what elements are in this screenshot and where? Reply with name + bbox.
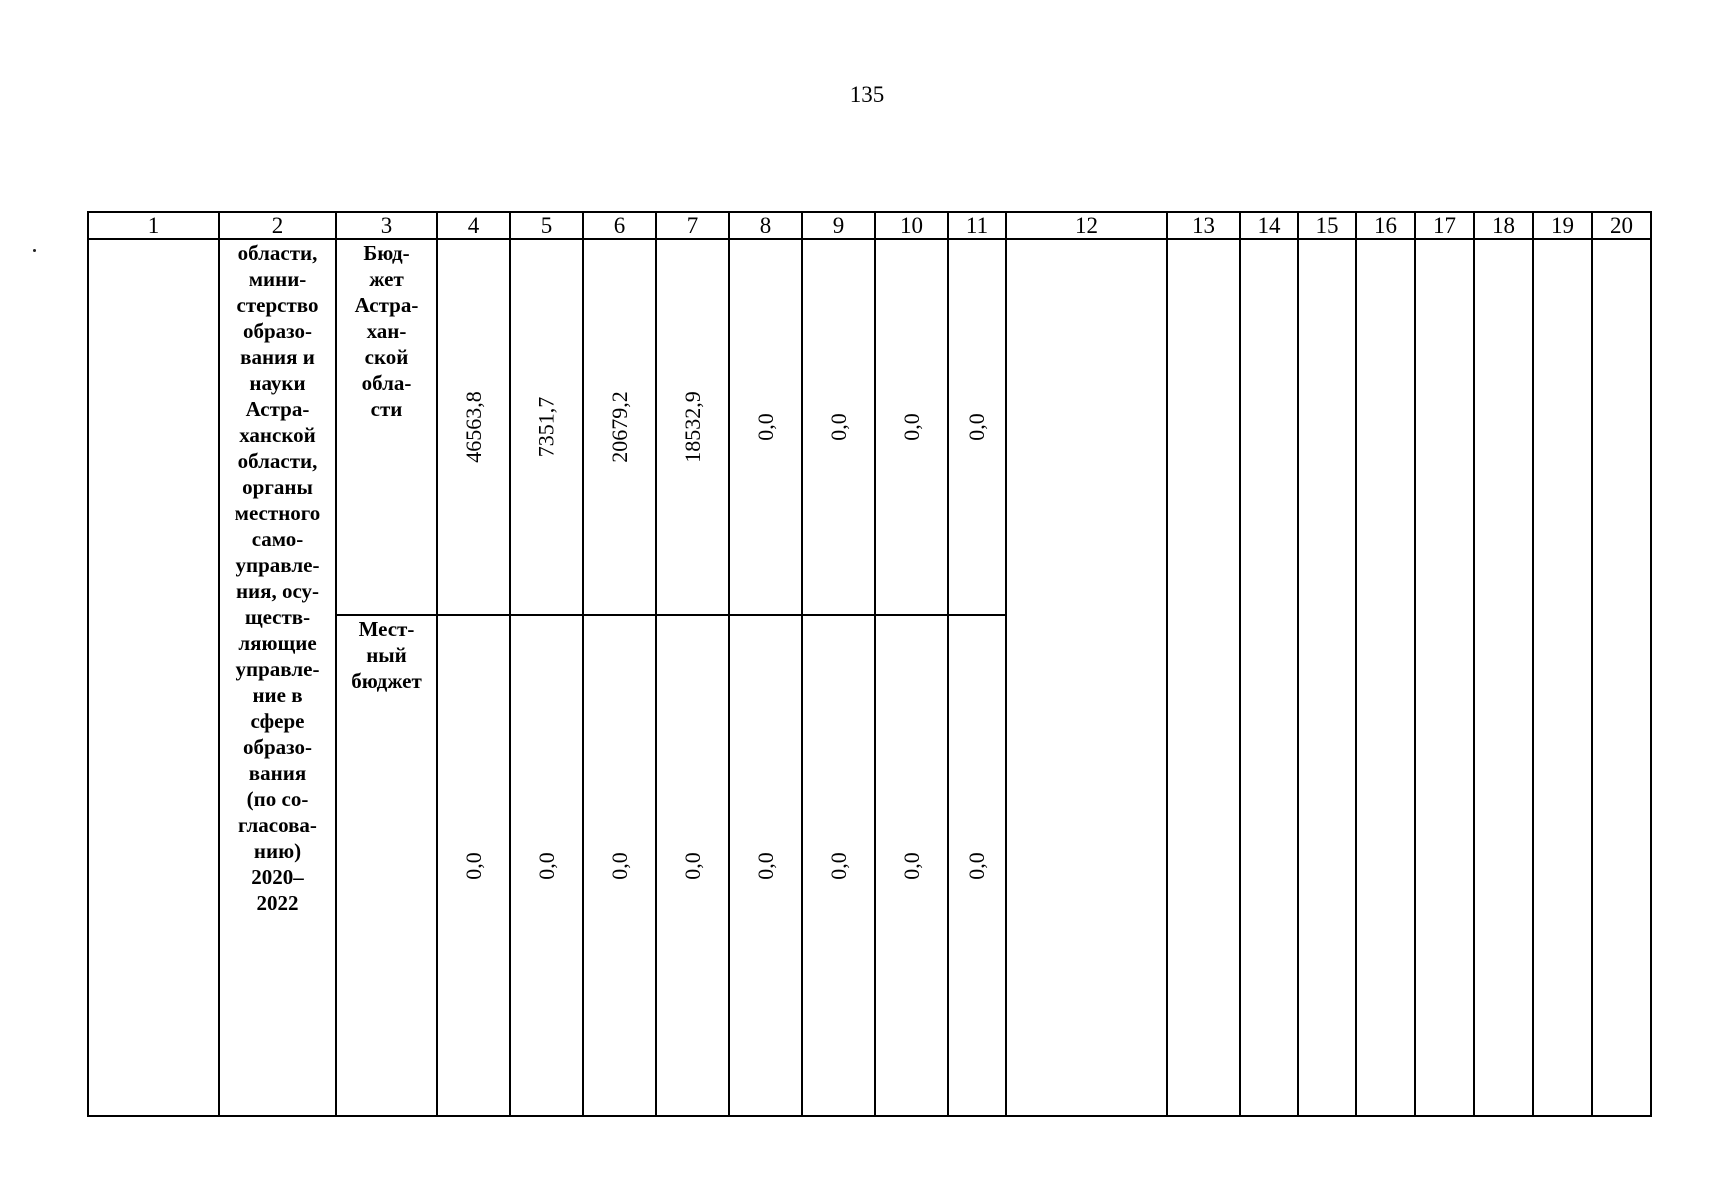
column-number: 15 <box>1298 212 1356 239</box>
value-cell <box>875 615 948 1116</box>
value-cell <box>656 239 729 615</box>
table-row-regional-budget <box>88 239 1651 615</box>
value-cell <box>583 615 656 1116</box>
column-number: 2 <box>219 212 336 239</box>
column-number: 13 <box>1167 212 1240 239</box>
budget-source-label: Бюд- жет Астра- хан- ской обла- сти <box>336 239 437 615</box>
column-number: 1 <box>88 212 219 239</box>
value-text: 18532,9 <box>679 391 705 463</box>
column-number: 4 <box>437 212 510 239</box>
value-cell <box>948 615 1006 1116</box>
value-text: 20679,2 <box>606 391 632 463</box>
value-cell <box>656 615 729 1116</box>
column-12-cell <box>1006 239 1167 1116</box>
value-text: 0,0 <box>964 851 989 880</box>
value-text: 0,0 <box>606 851 632 880</box>
column-number: 17 <box>1415 212 1474 239</box>
column-number: 11 <box>948 212 1006 239</box>
column-number: 7 <box>656 212 729 239</box>
value-text: 0,0 <box>964 413 989 441</box>
column-number: 9 <box>802 212 875 239</box>
column-number: 14 <box>1240 212 1298 239</box>
column-15-cell <box>1298 239 1356 1116</box>
column-18-cell <box>1474 239 1533 1116</box>
column-number: 8 <box>729 212 802 239</box>
column-20-cell <box>1592 239 1651 1116</box>
value-text: 0,0 <box>679 851 705 880</box>
column-number: 5 <box>510 212 583 239</box>
column-number: 19 <box>1533 212 1592 239</box>
value-cell <box>510 239 583 615</box>
value-text: 0,0 <box>752 413 778 441</box>
budget-source-label: Мест- ный бюджет <box>336 615 437 1116</box>
column-14-cell <box>1240 239 1298 1116</box>
value-cell <box>510 615 583 1116</box>
column-19-cell <box>1533 239 1592 1116</box>
column-number: 12 <box>1006 212 1167 239</box>
column-13-cell <box>1167 239 1240 1116</box>
value-cell <box>948 239 1006 615</box>
budget-table <box>87 211 1652 1117</box>
value-text: 0,0 <box>533 851 559 880</box>
column-number: 10 <box>875 212 948 239</box>
value-cell <box>583 239 656 615</box>
value-cell <box>437 239 510 615</box>
column-1-cell <box>88 239 219 1116</box>
column-17-cell <box>1415 239 1474 1116</box>
value-text: 0,0 <box>898 851 924 880</box>
value-cell <box>802 615 875 1116</box>
value-text: 0,0 <box>825 413 851 441</box>
page-number: 135 <box>849 82 885 107</box>
value-cell <box>729 239 802 615</box>
column-number: 6 <box>583 212 656 239</box>
column-number: 3 <box>336 212 437 239</box>
value-cell <box>729 615 802 1116</box>
value-cell <box>437 615 510 1116</box>
value-text: 7351,7 <box>533 396 559 458</box>
value-cell <box>802 239 875 615</box>
responsible-executor-cell: области, мини- стерство образо- вания и науки Астра- ханской области, органы местного само- управле- ния, осу- ществ- ляющие управле- ние в сфере образо- вания (по со- гласова- нию) 2020– 2022 <box>219 239 336 1116</box>
column-number: 20 <box>1592 212 1651 239</box>
value-text: 0,0 <box>460 851 486 880</box>
value-text: 0,0 <box>898 413 924 441</box>
value-text: 0,0 <box>752 851 778 880</box>
scan-dot <box>33 249 36 252</box>
column-number: 16 <box>1356 212 1415 239</box>
column-number-row <box>88 212 1651 239</box>
value-cell <box>875 239 948 615</box>
value-text: 0,0 <box>825 851 851 880</box>
column-16-cell <box>1356 239 1415 1116</box>
column-number: 18 <box>1474 212 1533 239</box>
value-text: 46563,8 <box>460 391 486 463</box>
